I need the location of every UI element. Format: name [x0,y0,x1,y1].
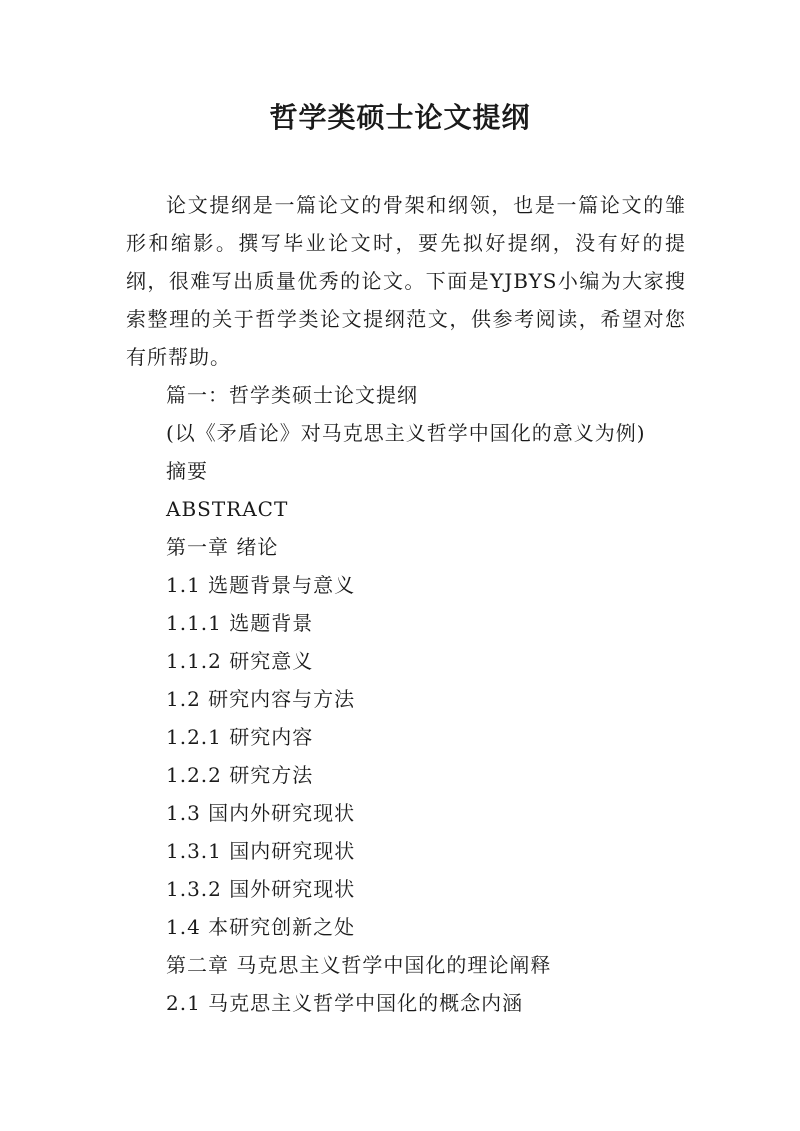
outline-item: 1.1.2 研究意义 [166,649,314,673]
outline-item: 摘要 [166,459,208,483]
outline-item: 1.4 本研究创新之处 [166,915,356,939]
intro-paragraph: 论文提纲是一篇论文的骨架和纲领，也是一篇论文的雏形和缩影。撰写毕业论文时，要先拟好提纲，没有好的提纲，很难写出质量优秀的论文。下面是YJBYS小编为大家搜索整理的关于哲学类论文提纲范文，供参考阅读，希望对您有所帮助。 [126,193,686,369]
outline-item: 第一章 绪论 [166,535,279,559]
outline-item: 1.3.1 国内研究现状 [166,839,356,863]
outline-item: 1.2 研究内容与方法 [166,687,356,711]
outline-item: 1.3.2 国外研究现状 [166,877,356,901]
outline-item: 第二章 马克思主义哲学中国化的理论阐释 [166,953,552,977]
outline-item: ABSTRACT [166,497,289,521]
outline-item: 1.1 选题背景与意义 [166,573,356,597]
outline-item: 2.1 马克思主义哲学中国化的概念内涵 [166,991,524,1015]
outline-item: 1.3 国内外研究现状 [166,801,356,825]
document-title: 哲学类硕士论文提纲 [269,101,531,134]
outline-item: 1.2.2 研究方法 [166,763,314,787]
outline-list [166,376,726,1022]
outline-item: 篇一：哲学类硕士论文提纲 [166,383,418,407]
outline-item: 1.1.1 选题背景 [166,611,314,635]
outline-item: (以《矛盾论》对马克思主义哲学中国化的意义为例) [166,421,646,445]
outline-item: 1.2.1 研究内容 [166,725,314,749]
